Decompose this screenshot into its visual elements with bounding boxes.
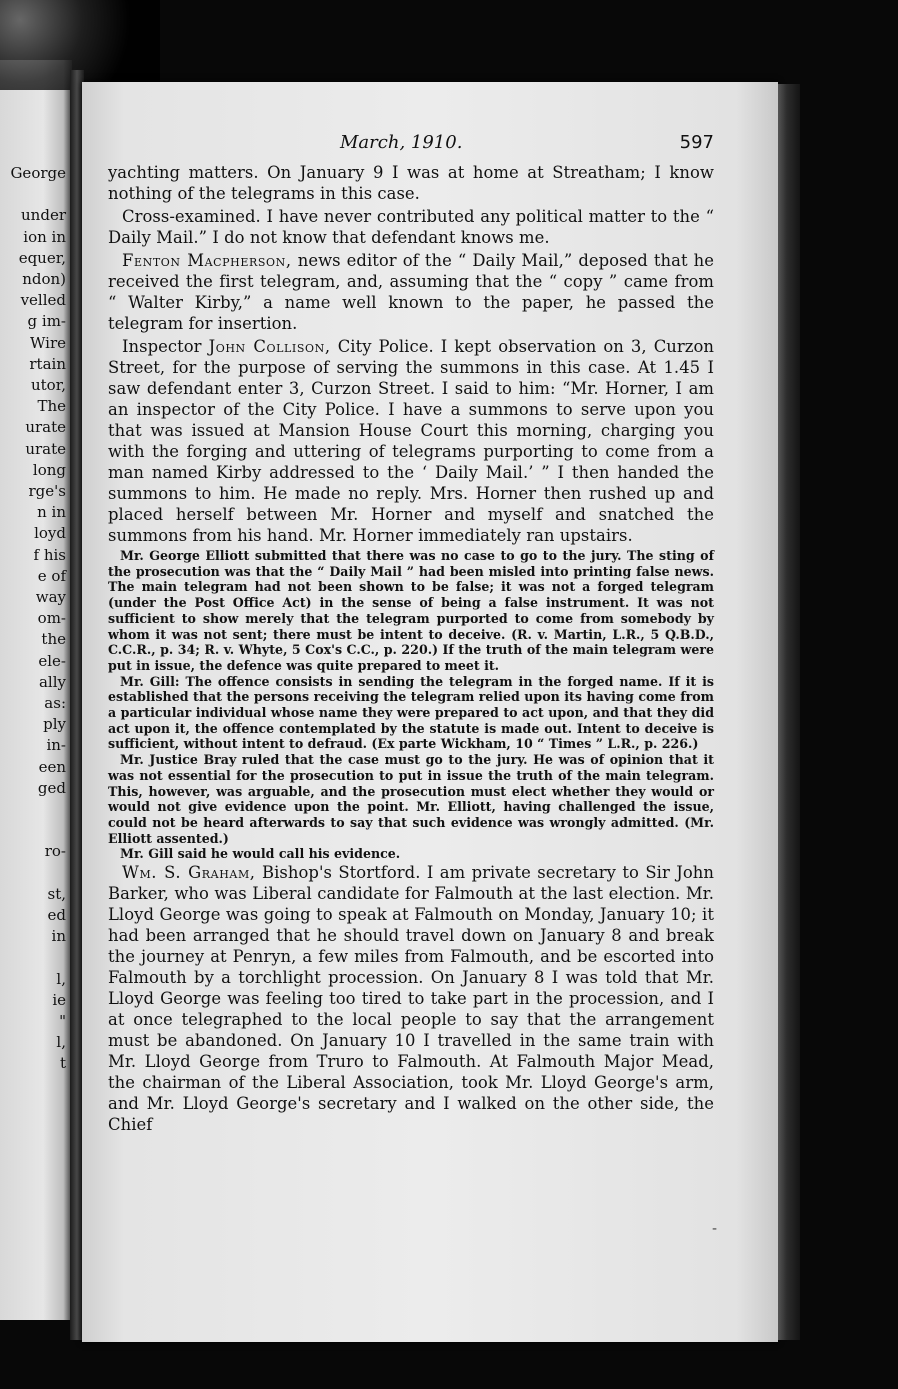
submission-elliott: Mr. George Elliott submitted that there was no case to go to the jury. The sting of the prosecution was that the “ Daily Mail ” had been misled into printing false news. The main telegram had not been shown to be false; it was not a forged telegram (under the Post Office Act) in the sense of being a false instrument. It was not sufficient to show merely that the telegram purported to come from somebody by whom it was not sent; there must be intent to deceive. (R. v. Martin, L.R., 5 Q.B.D., C.C.R., p. 34; R. v. Whyte, 5 Cox's C.C., p. 220.) If the truth of the main telegram were put in issue, the defence was quite prepared to meet it.: [108, 548, 714, 673]
left-page-fragment: n in: [37, 503, 66, 522]
witness-name-macpherson: Fenton Macpherson,: [122, 251, 292, 270]
left-page-fragment: in: [51, 927, 66, 946]
page-stack-edge: [778, 84, 800, 1340]
margin-mark: -: [712, 1221, 718, 1237]
witness-name-collison: John Collison,: [208, 337, 331, 356]
left-page-fragment: The: [37, 397, 66, 416]
paragraph-cross-examined: Cross-examined. I have never contributed any political matter to the “ Daily Mail.” I do not know that defendant knows me.: [108, 207, 714, 247]
left-page-fragment: l,: [56, 969, 66, 988]
left-page-fragment: f his: [33, 545, 66, 564]
left-page-fragment: the: [41, 630, 66, 649]
left-page-fragment: l,: [56, 1033, 66, 1052]
left-page-fragment: een: [38, 757, 66, 776]
ruling-bray: Mr. Justice Bray ruled that the case must go to the jury. He was of opinion that it was not essential for the prosecution to put in issue the truth of the main telegram. This, however, was arguable, and the prosecution must elect whether they would or would not give evidence upon the point. Mr. Elliott, having challenged the issue, could not be heard afterwards to say that such evidence was wrongly admitted. (Mr. Elliott assented.): [108, 752, 714, 846]
paragraph-graham: [108, 862, 714, 1135]
witness-name-graham: Wm. S. Graham,: [122, 863, 256, 883]
left-page-fragment: ally: [38, 672, 66, 691]
previous-page-sliver: [0, 60, 72, 1320]
left-page-fragment: Wire: [30, 333, 66, 352]
left-page-fragment: long: [32, 460, 66, 479]
left-page-fragment: e of: [37, 566, 66, 585]
collison-testimony: City Police. I kept observation on 3, Curzon Street, for the purpose of serving the summons in this case. At 1.45 I saw defendant enter 3, Curzon Street. I said to him: “Mr. Horner, I am an inspector of the City Police. I have a summons to serve upon you that was issued at Mansion House Court this morning, charging you with the forging and uttering of telegrams purporting to come from a man named Kirby addressed to the ‘ Daily Mail.’ ” I then handed the summons to him. He made no reply. Mrs. Horner then rushed up and placed herself between Mr. Horner and myself and snatched the summons from his hand. Mr. Horner immediately ran upstairs.: [108, 337, 714, 545]
left-page-fragment: ion in: [23, 227, 66, 246]
left-page-fragment: way: [35, 588, 66, 606]
left-page-fragment: in-: [46, 736, 66, 755]
note-gill-evidence: Mr. Gill said he would call his evidence.: [120, 846, 401, 862]
left-page-fragment: under: [21, 206, 66, 225]
left-page-fragment: ndon): [22, 270, 66, 288]
page-597: [82, 82, 778, 1342]
paragraph-macpherson: [108, 250, 714, 334]
left-page-fragment: ply: [43, 715, 66, 734]
left-page-fragment: st,: [47, 884, 66, 903]
left-page-fragment: t: [59, 1054, 66, 1073]
header-date: March, 1910.: [340, 132, 463, 153]
page-content: [108, 132, 714, 1135]
left-page-fragment: velled: [20, 291, 66, 310]
left-page-fragment: ele-: [38, 651, 66, 670]
submission-gill: Mr. Gill: The offence consists in sending the telegram in the forged name. If it is established that the persons receiving the telegram relied upon its having come from a particular individual whose name they were prepared to act upon, and that they did act upon it, the offence contemplated by the statute is made out. Intent to deceive is sufficient, without intent to defraud. (Ex parte Wickham, 10 “ Times ” L.R., p. 226.): [108, 673, 714, 752]
left-page-fragment: urate: [25, 439, 66, 458]
left-page-fragment: g im-: [27, 312, 66, 331]
left-page-fragment: utor,: [30, 376, 66, 394]
left-page-fragment: om-: [37, 609, 66, 628]
running-header: [108, 132, 714, 162]
left-page-fragment: urate: [25, 418, 66, 437]
left-page-fragment: equer,: [18, 248, 66, 267]
collison-title: Inspector: [122, 337, 209, 356]
left-page-fragment: ged: [37, 778, 66, 797]
paragraph-yachting: yachting matters. On January 9 I was at home at Streatham; I know nothing of the telegrams in this case.: [108, 163, 714, 203]
left-page-fragment: ed: [47, 906, 66, 924]
left-page-fragment: ": [59, 1012, 66, 1030]
left-page-fragment: rge's: [28, 482, 66, 500]
left-page-fragment: loyd: [34, 524, 66, 543]
left-page-fragment: ro-: [44, 842, 66, 861]
left-page-fragment: ie: [52, 990, 66, 1009]
macpherson-testimony: news editor of the “ Daily Mail,” deposed that he received the first telegram, and, assuming that the “ copy ” came from “ Walter Kirby,” a name well known to the paper, he passed the telegram for insertion.: [108, 251, 714, 333]
left-page-fragment: rtain: [29, 354, 66, 373]
left-page-fragment: as:: [44, 694, 66, 712]
paragraph-collison: [108, 336, 714, 546]
page-number: 597: [679, 132, 714, 153]
graham-testimony: Bishop's Stortford. I am private secretary to Sir John Barker, who was Liberal candidate for Falmouth at the last election. Mr. Lloyd George was going to speak at Falmouth on Monday, January 10; it had been arranged that he should travel down on January 8 and break the journey at Penryn, a few miles from Falmouth, and be escorted into Falmouth by a torchlight procession. On January 8 I was told that Mr. Lloyd George was feeling too tired to take part in the procession, and I at once telegraphed to the local people to say that the arrangement must be abandoned. On January 10 I travelled in the same train with Mr. Lloyd George from Truro to Falmouth. At Falmouth Major Mead, the chairman of the Liberal Association, took Mr. Lloyd George's arm, and Mr. Lloyd George's secretary and I walked on the other side, the Chief: [108, 863, 714, 1135]
left-page-fragment: George: [10, 164, 66, 182]
